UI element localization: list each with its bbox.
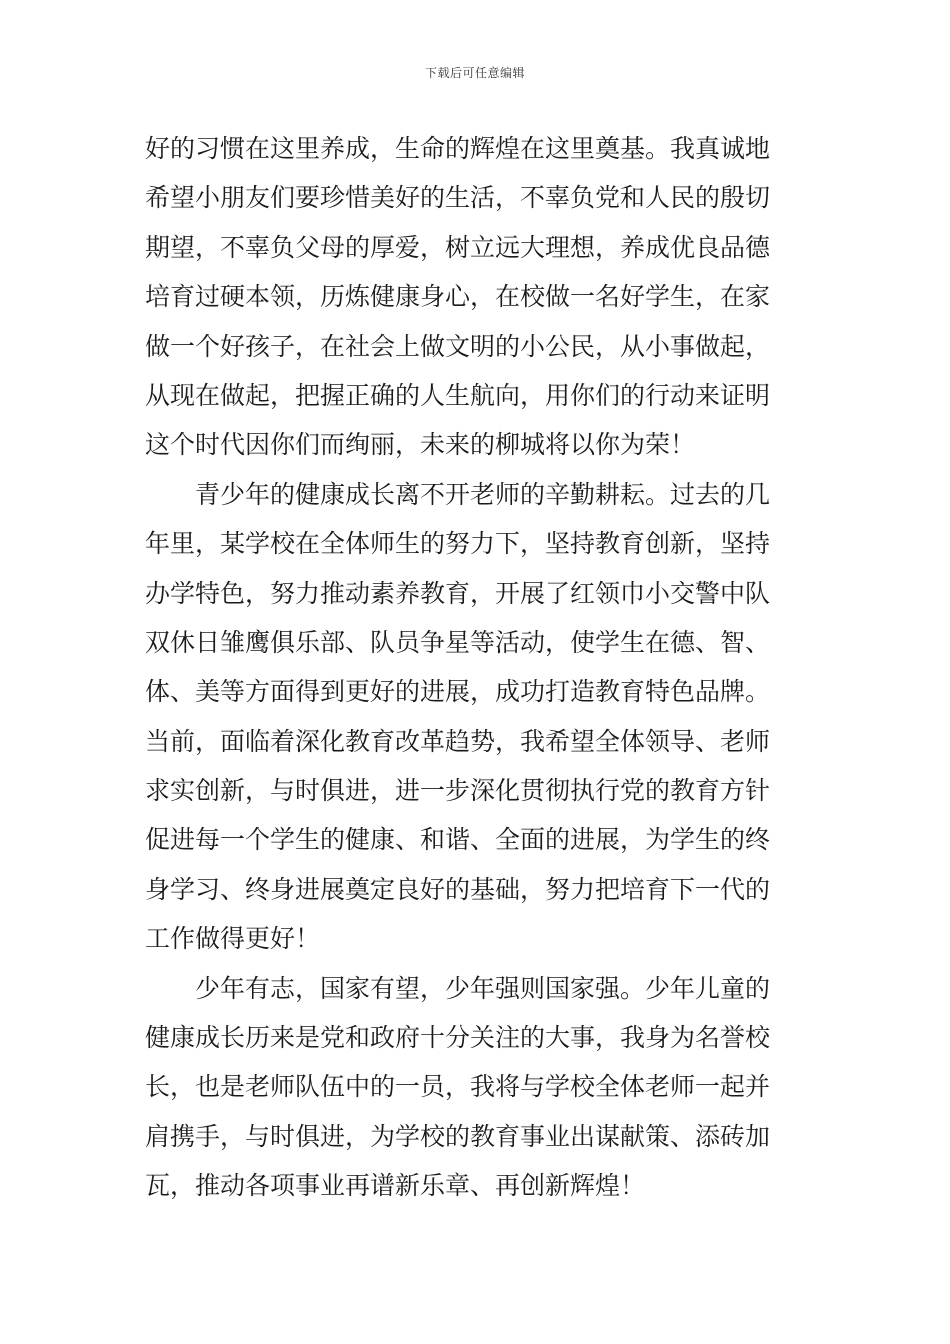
- text-line: 肩携手，与时俱进，为学校的教育事业出谋献策、添砖加: [145, 1121, 771, 1151]
- text-line: 从现在做起，把握正确的人生航向，用你们的行动来证明: [145, 380, 771, 410]
- text-line: 好的习惯在这里养成，生命的辉煌在这里奠基。我真诚地: [145, 134, 771, 163]
- text-line: 瓦，推动各项事业再谱新乐章、再创新辉煌！: [145, 1171, 646, 1201]
- text-line: 办学特色，努力推动素养教育，开展了红领巾小交警中队: [145, 578, 771, 608]
- body-text: [145, 124, 805, 1211]
- text-line: 少年有志，国家有望，少年强则国家强。少年儿童的: [195, 973, 771, 1003]
- page-header: 下载后可任意编辑: [424, 66, 525, 80]
- text-line: 求实创新，与时俱进，进一步深化贯彻执行党的教育方针: [145, 776, 771, 806]
- text-line: 期望，不辜负父母的厚爱，树立远大理想，养成优良品德: [145, 232, 771, 262]
- text-line: 体、美等方面得到更好的进展，成功打造教育特色品牌。: [145, 677, 771, 707]
- text-line: 工作做得更好！: [145, 924, 321, 954]
- text-line: 希望小朋友们要珍惜美好的生活，不辜负党和人民的殷切: [145, 183, 771, 213]
- text-line: 做一个好孩子，在社会上做文明的小公民，从小事做起，: [145, 331, 771, 361]
- text-line: 当前，面临着深化教育改革趋势，我希望全体领导、老师: [145, 726, 771, 756]
- text-line: 健康成长历来是党和政府十分关注的大事，我身为名誉校: [145, 1023, 771, 1053]
- text-line: 培育过硬本领，历炼健康身心，在校做一名好学生，在家: [145, 282, 771, 312]
- text-line: 双休日雏鹰俱乐部、队员争星等活动，使学生在德、智、: [145, 627, 771, 657]
- text-line: 这个时代因你们而绚丽，未来的柳城将以你为荣！: [145, 430, 696, 460]
- text-line: 身学习、终身进展奠定良好的基础，努力把培育下一代的: [145, 874, 771, 904]
- text-line: 年里，某学校在全体师生的努力下，坚持教育创新，坚持: [145, 529, 771, 559]
- text-line: 青少年的健康成长离不开老师的辛勤耕耘。过去的几: [195, 479, 771, 509]
- text-line: 长，也是老师队伍中的一员，我将与学校全体老师一起并: [145, 1072, 771, 1102]
- text-line: 促进每一个学生的健康、和谐、全面的进展，为学生的终: [145, 825, 771, 855]
